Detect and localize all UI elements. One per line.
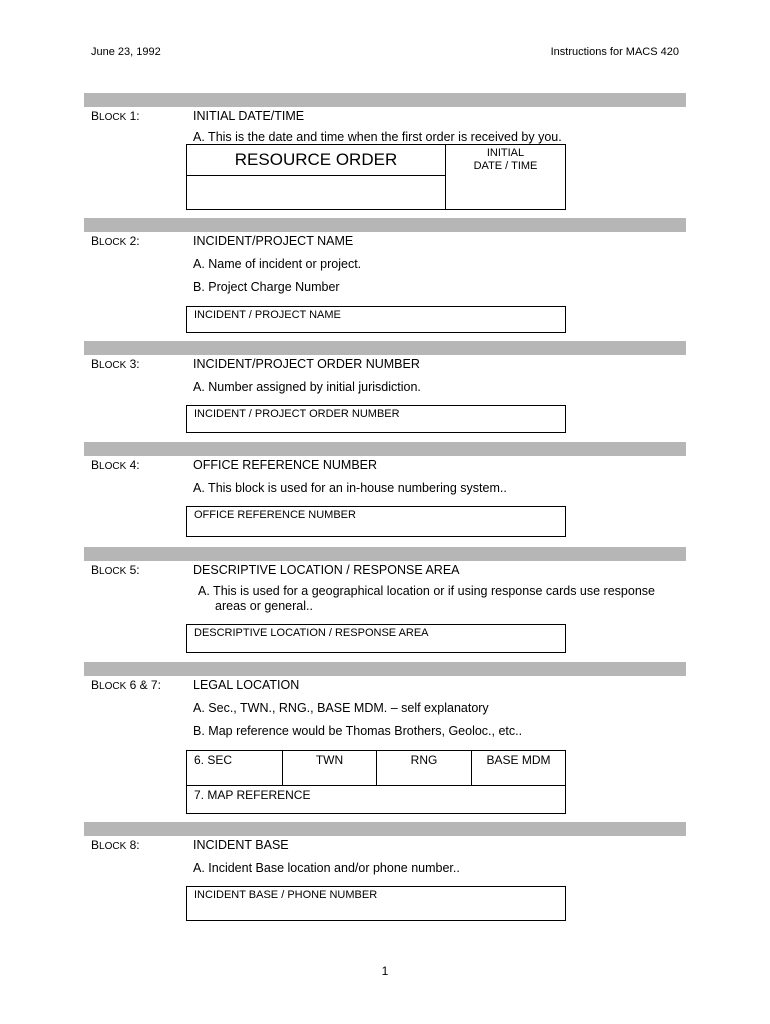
instruction-line: A. Incident Base location and/or phone number..: [193, 861, 460, 875]
section-divider-bar: [84, 822, 686, 836]
field-label: INCIDENT / PROJECT ORDER NUMBER: [194, 408, 400, 420]
section-divider-bar: [84, 218, 686, 232]
block-label: BLOCK 1:: [91, 109, 140, 123]
map-reference-label: 7. MAP REFERENCE: [194, 788, 311, 802]
instruction-line: B. Project Charge Number: [193, 280, 340, 294]
instruction-line: A. Name of incident or project.: [193, 257, 362, 271]
section-divider-bar: [84, 547, 686, 561]
page-number: 1: [381, 964, 389, 978]
block-label: BLOCK 5:: [91, 563, 140, 577]
instruction-line: A. This is the date and time when the first order is received by you.: [193, 130, 562, 144]
field-label: DESCRIPTIVE LOCATION / RESPONSE AREA: [194, 627, 429, 639]
block-label: BLOCK 4:: [91, 458, 140, 472]
resource-order-form-box: [186, 144, 566, 210]
block-title: INITIAL DATE/TIME: [193, 109, 305, 123]
block-label: BLOCK 8:: [91, 838, 140, 852]
section-divider-bar: [84, 93, 686, 107]
rng-cell-label: RNG: [410, 753, 438, 767]
block-title: INCIDENT/PROJECT ORDER NUMBER: [193, 357, 420, 371]
twn-cell-label: TWN: [315, 753, 344, 767]
block-label: BLOCK 3:: [91, 357, 140, 371]
sec-cell-label: 6. SEC: [194, 753, 233, 767]
instruction-line: A. This block is used for an in-house numbering system..: [193, 481, 507, 495]
field-label: INCIDENT / PROJECT NAME: [194, 309, 341, 321]
block-title: LEGAL LOCATION: [193, 678, 300, 692]
instruction-line: A. Sec., TWN., RNG., BASE MDM. – self explanatory: [193, 701, 489, 715]
block-title: OFFICE REFERENCE NUMBER: [193, 458, 378, 472]
incident-base-phone-box: [186, 886, 566, 921]
descriptive-location-box: [186, 624, 566, 653]
resource-order-label: RESOURCE ORDER: [234, 150, 398, 169]
incident-project-order-number-box: [186, 405, 566, 433]
instruction-line: A. Number assigned by initial jurisdiction.: [193, 380, 421, 394]
block-title: INCIDENT BASE: [193, 838, 289, 852]
legal-location-form-box: [186, 750, 566, 814]
office-reference-number-box: [186, 506, 566, 537]
header-doc-title: Instructions for MACS 420: [550, 46, 679, 58]
block-label: BLOCK 2:: [91, 234, 140, 248]
header-date: June 23, 1992: [91, 46, 161, 58]
section-divider-bar: [84, 442, 686, 456]
base-mdm-cell-label: BASE MDM: [486, 753, 551, 767]
initial-date-time-label: INITIAL DATE / TIME: [473, 147, 538, 172]
block-label: BLOCK 6 & 7:: [91, 678, 161, 692]
form-divider: [187, 175, 445, 176]
instruction-line: A. This is used for a geographical location or if using response cards use response: [198, 584, 655, 598]
block-title: DESCRIPTIVE LOCATION / RESPONSE AREA: [193, 563, 460, 577]
form-divider: [187, 785, 565, 786]
field-label: OFFICE REFERENCE NUMBER: [194, 509, 356, 521]
section-divider-bar: [84, 662, 686, 676]
instruction-line: B. Map reference would be Thomas Brothers, Geoloc., etc..: [193, 724, 523, 738]
field-label: INCIDENT BASE / PHONE NUMBER: [194, 889, 378, 901]
block-title: INCIDENT/PROJECT NAME: [193, 234, 354, 248]
section-divider-bar: [84, 341, 686, 355]
instruction-line: areas or general..: [215, 599, 313, 613]
incident-project-name-box: [186, 306, 566, 333]
